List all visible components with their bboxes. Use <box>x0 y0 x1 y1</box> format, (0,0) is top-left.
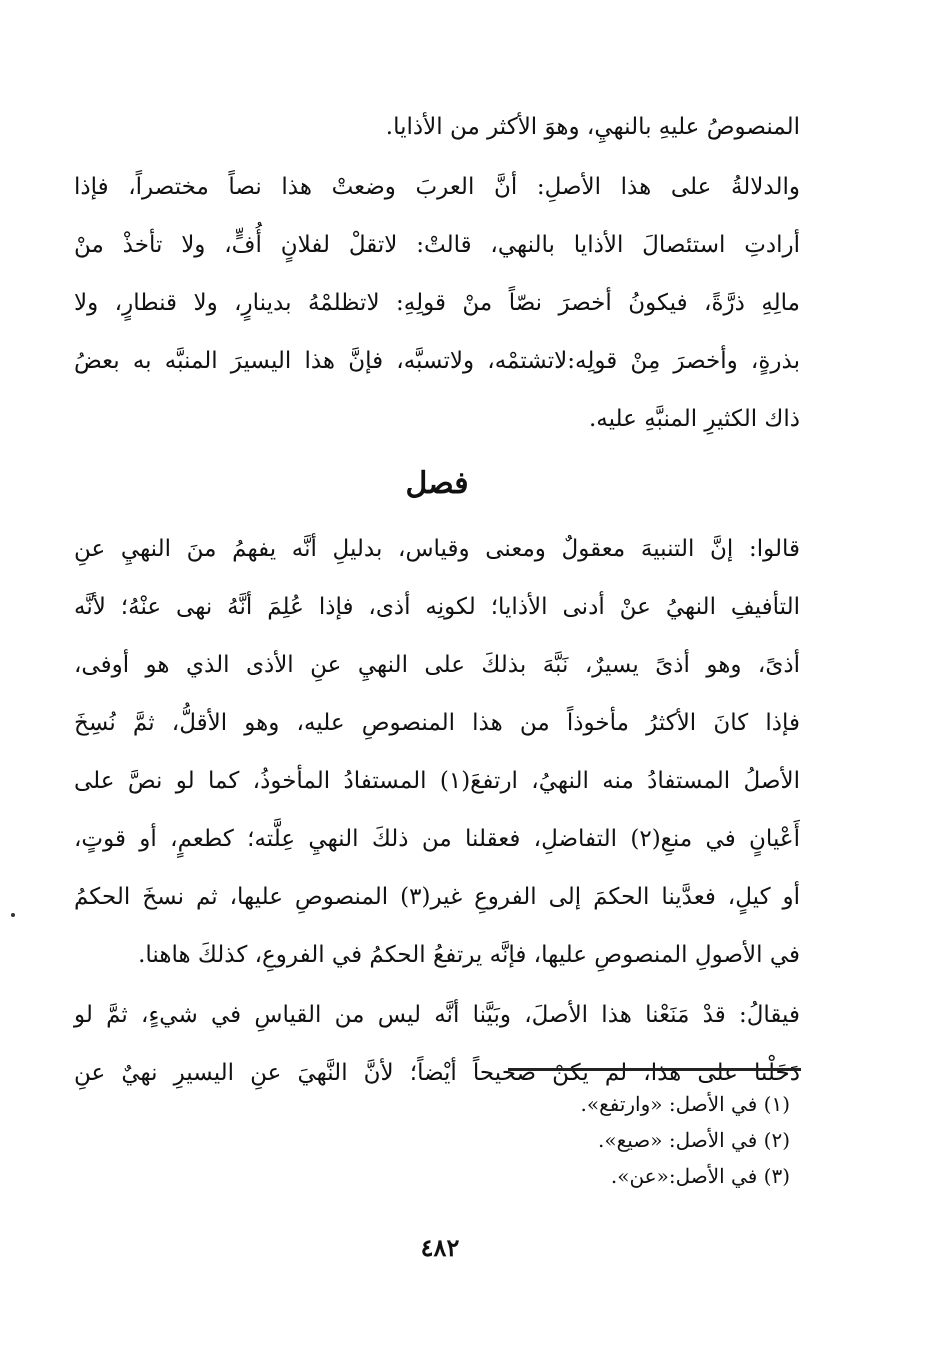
paragraph-continuation <box>74 98 800 156</box>
footnotes <box>450 1086 790 1194</box>
text-line: دَخَلْنا على هذا، لم يكنْ صحيحاً أيْضاً؛ لأنَّ النَّهيَ عنِ اليسيرِ نهيٌ عنِ <box>74 1060 800 1086</box>
main-text <box>74 98 800 1102</box>
paragraph-evidence <box>74 158 800 448</box>
text-line: في الأصولِ المنصوصِ عليها، فإنَّه يرتفعُ الحكمُ في الفروعِ، كذلكَ هاهنا. <box>138 942 800 968</box>
footnote-divider <box>508 1068 801 1071</box>
page-number: ٤٨٢ <box>420 1233 460 1262</box>
text-line: الأصلُ المستفادُ منه النهيُ، ارتفعَ(١) المستفادُ المأخوذُ، كما لو نصَّ على <box>74 768 800 794</box>
text-line: قالوا: إنَّ التنبيهَ معقولٌ ومعنى وقياس، بدليلِ أنَّه يفهمُ منَ النهيِ عنِ <box>74 536 800 562</box>
text-line: فإذا كانَ الأكثرُ مأخوذاً من هذا المنصوصِ عليه، وهو الأقلُّ، ثمَّ نُسِخَ <box>74 710 800 736</box>
text-line: أَعْيانٍ في منعِ(٢) التفاضلِ، فعقلنا من ذلكَ النهيِ عِلَّته؛ كطعمٍ، أو قوتٍ، <box>74 826 800 852</box>
text-line: ذاك الكثيرِ المنبَّهِ عليه. <box>588 406 800 432</box>
text-line: بذرةٍ، وأخصرَ مِنْ قولِه:لاتشتمْه، ولاتسبَّه، فإنَّ هذا اليسيرَ المنبَّه به بعضُ <box>74 348 800 374</box>
text-line: أرادتِ استئصالَ الأذايا بالنهي، قالتْ: لاتقلْ لفلانٍ أُفٍّ، ولا تأخذْ منْ <box>74 232 800 258</box>
text-line: أو كيلٍ، فعدَّينا الحكمَ إلى الفروعِ غير(٣) المنصوصِ عليها، ثم نسخَ الحكمُ <box>74 884 800 910</box>
paragraph-reply <box>74 986 800 1102</box>
footnote-1: (١) في الأصل: «وارتفع». <box>580 1092 790 1116</box>
text-line: والدلالةُ على هذا الأصلِ: أنَّ العربَ وضعتْ هذا نصاً مختصراً، فإذا <box>74 174 800 200</box>
text-line: أذىً، وهو أذىً يسيرٌ، نَبَّهَ بذلكَ على النهيِ عنِ الأذى الذي هو أوفى، <box>74 652 800 678</box>
footnote-3: (٣) في الأصل:«عن». <box>610 1164 790 1188</box>
section-title: فصل <box>405 466 469 501</box>
footnote-2: (٢) في الأصل: «صيع». <box>598 1128 790 1152</box>
text-line: التأفيفِ النهيُ عنْ أدنى الأذايا؛ لكونِه أذى، فإذا عُلِمَ أنَّهُ نهى عنْهُ؛ لأنَّه <box>74 594 800 620</box>
paragraph-objection <box>74 520 800 984</box>
text-line: مالِهِ ذرَّةً، فيكونُ أخصرَ نصّاً منْ قولِهِ: لاتظلمْهُ بدينارٍ، ولا قنطارٍ، ولا <box>74 290 800 316</box>
text-line: المنصوصُ عليهِ بالنهيِ، وهوَ الأكثر من الأذايا. <box>385 114 800 140</box>
text-line: فيقالُ: قدْ مَنَعْنا هذا الأصلَ، وبَيَّنا أنَّه ليس من القياسِ في شيءٍ، ثمَّ لو <box>74 1002 800 1028</box>
scan-artifact-dot <box>11 913 15 917</box>
